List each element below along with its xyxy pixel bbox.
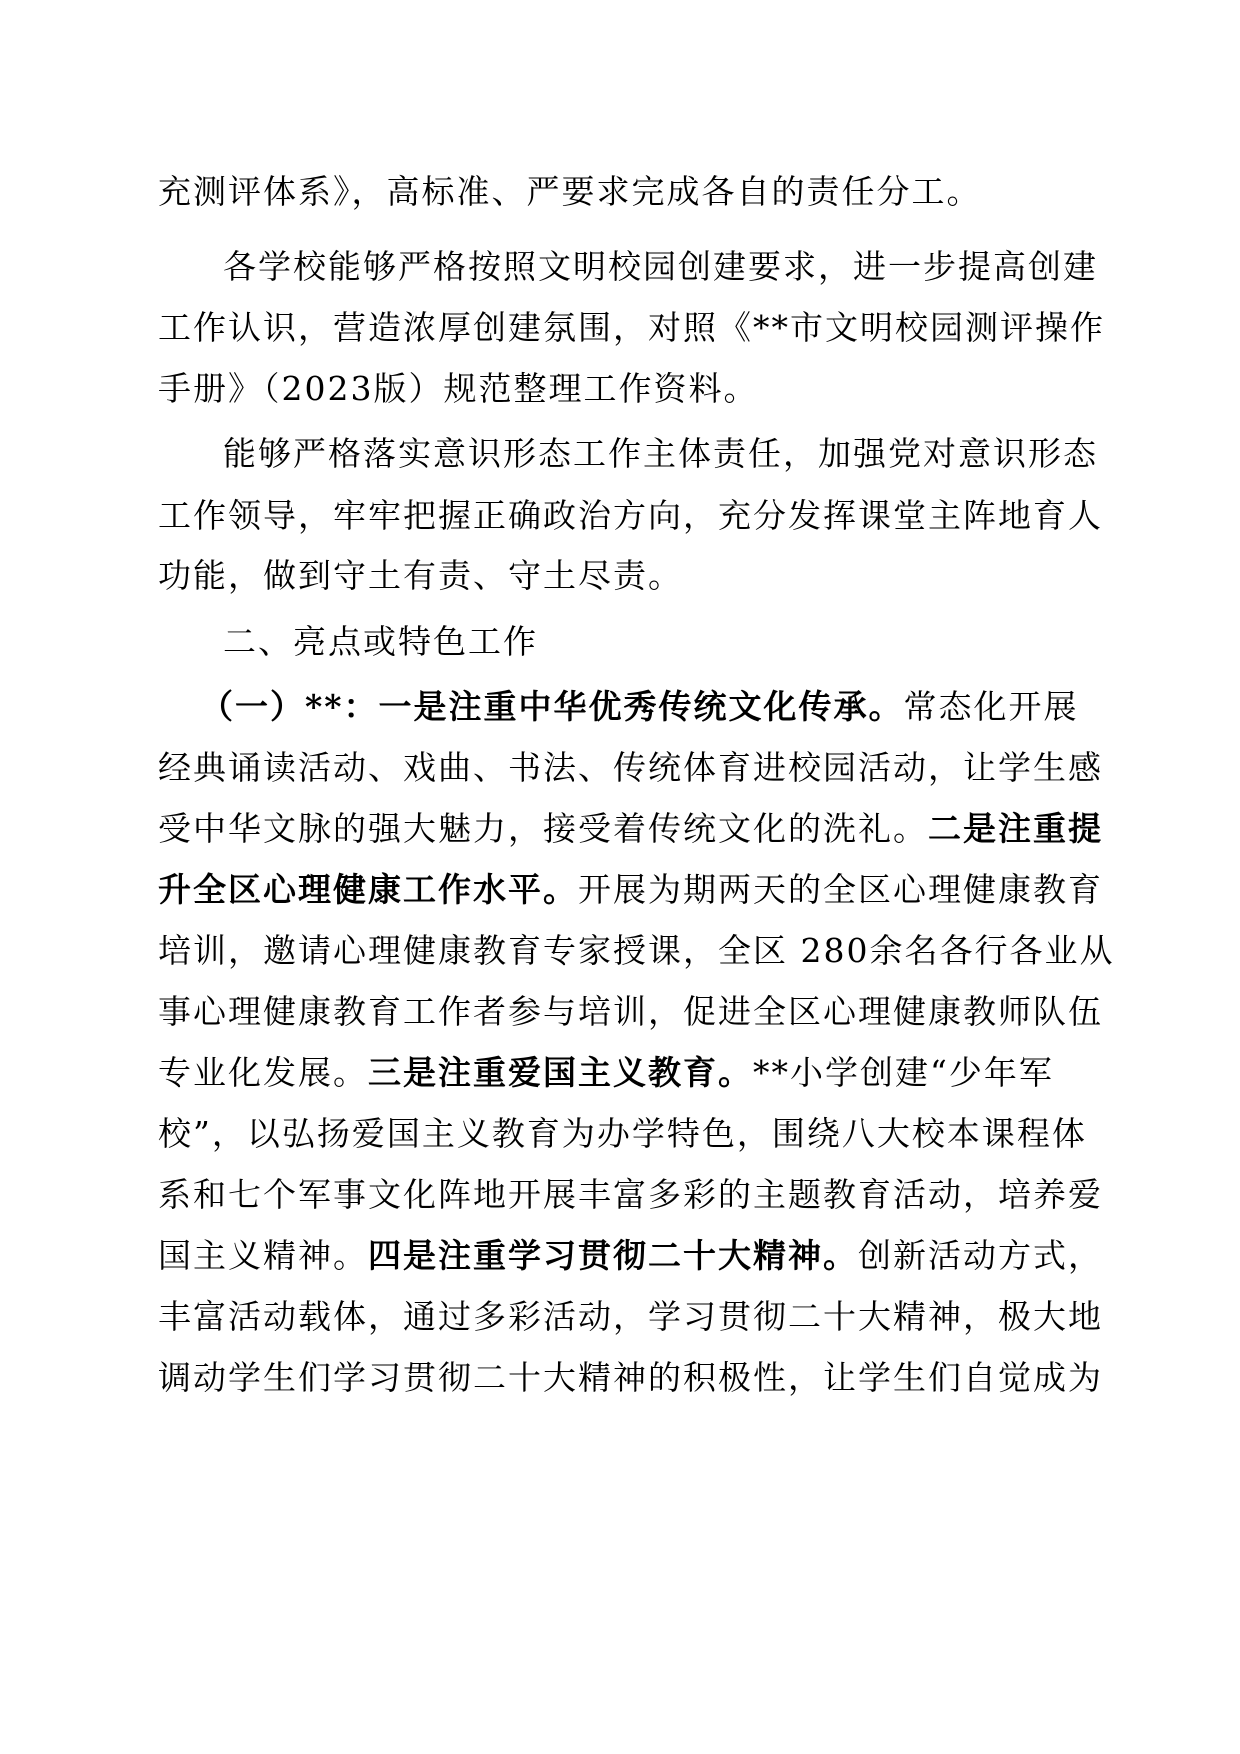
point-4-title: 四是注重学习贯彻二十大精神。 — [368, 1236, 858, 1275]
point-2-title-end: 升全区心理健康工作水平。 — [158, 870, 578, 909]
point-3-title: 三是注重爱国主义教育。 — [368, 1053, 753, 1092]
paragraph-2-line-2: 工作认识，营造浓厚创建氛围，对照《**市文明校园测评操作 — [158, 308, 1105, 347]
section-heading: 二、亮点或特色工作 — [223, 622, 538, 661]
point-2-title-start: 二是注重提 — [928, 809, 1103, 848]
paragraph-3-line-1: 能够严格落实意识形态工作主体责任，加强党对意识形态 — [223, 434, 1098, 473]
paragraph-4-line-10-rest: 创新活动方式， — [858, 1236, 1103, 1275]
paragraph-1-line-1: 充测评体系》，高标准、严要求完成各自的责任分工。 — [158, 172, 982, 211]
paragraph-4-line-3-text: 受中华文脉的强大魅力，接受着传统文化的洗礼。 — [158, 809, 928, 848]
paragraph-4-line-9: 系和七个军事文化阵地开展丰富多彩的主题教育活动，培养爱 — [158, 1175, 1103, 1214]
paragraph-4-line-4 — [158, 868, 1103, 912]
paragraph-4-line-1 — [200, 685, 1080, 729]
paragraph-4-line-12: 调动学生们学习贯彻二十大精神的积极性，让学生们自觉成为 — [158, 1358, 1103, 1397]
paragraph-2-line-1: 各学校能够严格按照文明校园创建要求，进一步提高创建 — [223, 247, 1098, 286]
paragraph-4-line-4-rest: 开展为期两天的全区心理健康教育 — [578, 870, 1103, 909]
paragraph-4-line-7 — [158, 1051, 1080, 1095]
paragraph-4-line-10 — [158, 1234, 1103, 1278]
paragraph-4-line-11: 丰富活动载体，通过多彩活动，学习贯彻二十大精神，极大地 — [158, 1297, 1103, 1336]
paragraph-4-line-8: 校”，以弘扬爱国主义教育为办学特色，围绕八大校本课程体 — [158, 1114, 1087, 1153]
paragraph-4-line-10-start: 国主义精神。 — [158, 1236, 368, 1275]
paragraph-4-line-6: 事心理健康教育工作者参与培训，促进全区心理健康教师队伍 — [158, 992, 1103, 1031]
paragraph-4-line-5: 培训，邀请心理健康教育专家授课，全区 280余名各行各业从 — [158, 931, 1115, 970]
paragraph-4-line-7-rest: **小学创建“少年军 — [753, 1053, 1054, 1092]
paragraph-4-line-3 — [158, 807, 1103, 851]
paragraph-4-line-1-rest: 常态化开展 — [903, 687, 1079, 726]
paragraph-4-line-7-start: 专业化发展。 — [158, 1053, 368, 1092]
paragraph-4-line-2: 经典诵读活动、戏曲、书法、传统体育进校园活动，让学生感 — [158, 748, 1103, 787]
paragraph-3-line-3: 功能，做到守土有责、守土尽责。 — [158, 556, 683, 595]
point-1-title: （一）**：一是注重中华优秀传统文化传承。 — [200, 687, 904, 726]
paragraph-2-line-3: 手册》（2023版）规范整理工作资料。 — [158, 369, 759, 408]
paragraph-3-line-2: 工作领导，牢牢把握正确政治方向，充分发挥课堂主阵地育人 — [158, 496, 1103, 535]
